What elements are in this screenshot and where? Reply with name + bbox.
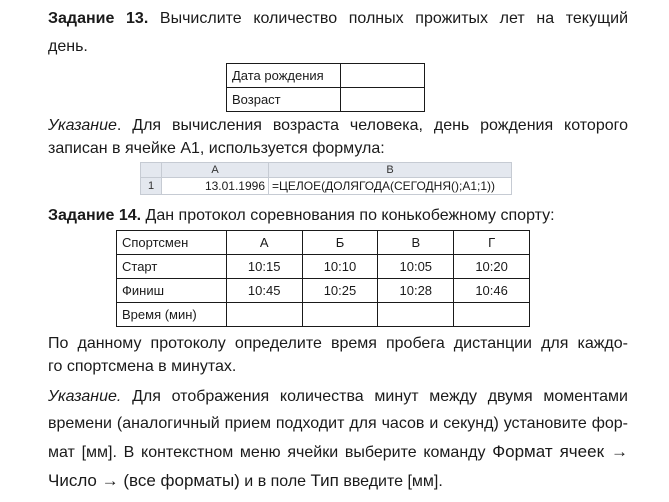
format-cells-command: Формат ячеек →	[492, 442, 628, 461]
table-cell	[302, 303, 378, 327]
hint13-text: . Для вычисления возраста человека, день рождения которого	[116, 117, 628, 134]
excel-corner	[141, 163, 162, 178]
excel-snippet	[140, 162, 512, 195]
hint14-line4-text1: и в поле	[239, 473, 311, 490]
header-b: Б	[302, 231, 378, 255]
task13-line2: день.	[48, 38, 88, 55]
task13-title: Задание 13.	[48, 10, 149, 27]
dob-table	[226, 63, 425, 112]
task14-text: Дан протокол соревнования по конькобежному спорту:	[141, 207, 555, 224]
row-label-time: Время (мин)	[117, 303, 227, 327]
table-row	[227, 88, 425, 112]
table-row	[117, 255, 530, 279]
age-value-cell	[341, 88, 425, 112]
table-cell: 10:25	[302, 279, 378, 303]
task13-line1	[48, 9, 628, 29]
hint13-line2: записан в ячейке A1, используется формула:	[48, 140, 385, 157]
header-athlete: Спортсмен	[117, 231, 227, 255]
table-cell: 10:45	[226, 279, 302, 303]
skate-table	[116, 230, 530, 327]
table-cell: 10:15	[226, 255, 302, 279]
hint14-text: Для отображения количества минут между двумя моментами	[121, 388, 628, 405]
table-cell: 10:10	[302, 255, 378, 279]
table-cell	[226, 303, 302, 327]
excel-col-a: A	[162, 163, 269, 178]
row-label-start: Старт	[117, 255, 227, 279]
header-v: В	[378, 231, 454, 255]
task14-title: Задание 14.	[48, 207, 142, 224]
type-field-name: Тип	[310, 471, 339, 490]
para14-line1: По данному протоколу определите время пробега дистанции для каждо-	[48, 335, 628, 352]
task13-text: Вычислите количество полных прожитых лет на текущий	[148, 10, 629, 27]
table-row	[117, 303, 530, 327]
task14-line	[48, 206, 628, 226]
hint13-line1	[48, 116, 628, 136]
hint14-line4	[48, 471, 628, 492]
table-cell: 10:20	[454, 255, 530, 279]
hint13-label: Указание	[48, 117, 117, 134]
header-a: А	[226, 231, 302, 255]
row-label-finish: Финиш	[117, 279, 227, 303]
header-g: Г	[454, 231, 530, 255]
table-cell: 10:28	[378, 279, 454, 303]
hint14-line4-text2: введите [мм].	[338, 473, 443, 490]
table-row	[117, 279, 530, 303]
para14-line2: го спортсмена в минутах.	[48, 358, 237, 375]
number-format-path: Число → (все форматы)	[48, 471, 240, 490]
excel-row-1	[141, 178, 512, 195]
hint14-line3-text: мат [мм]. В контекстном меню ячейки выберите команду	[48, 444, 493, 461]
age-label: Возраст	[227, 88, 341, 112]
table-cell: 10:46	[454, 279, 530, 303]
excel-col-b: B	[269, 163, 512, 178]
hint14-line1	[48, 387, 628, 407]
dob-label: Дата рождения	[227, 64, 341, 88]
hint14-label: Указание.	[48, 388, 122, 405]
table-cell	[454, 303, 530, 327]
dob-value-cell	[341, 64, 425, 88]
excel-cell-a1: 13.01.1996	[162, 178, 269, 195]
table-cell	[378, 303, 454, 327]
table-row	[117, 231, 530, 255]
hint14-line3	[48, 442, 628, 463]
table-cell: 10:05	[378, 255, 454, 279]
excel-row-number: 1	[141, 178, 162, 195]
excel-header-row	[141, 163, 512, 178]
excel-cell-b1: =ЦЕЛОЕ(ДОЛЯГОДА(СЕГОДНЯ();A1;1))	[269, 178, 512, 195]
hint14-line2: времени (аналогичный прием подходит для часов и секунд) установите фор-	[48, 415, 628, 432]
table-row	[227, 64, 425, 88]
